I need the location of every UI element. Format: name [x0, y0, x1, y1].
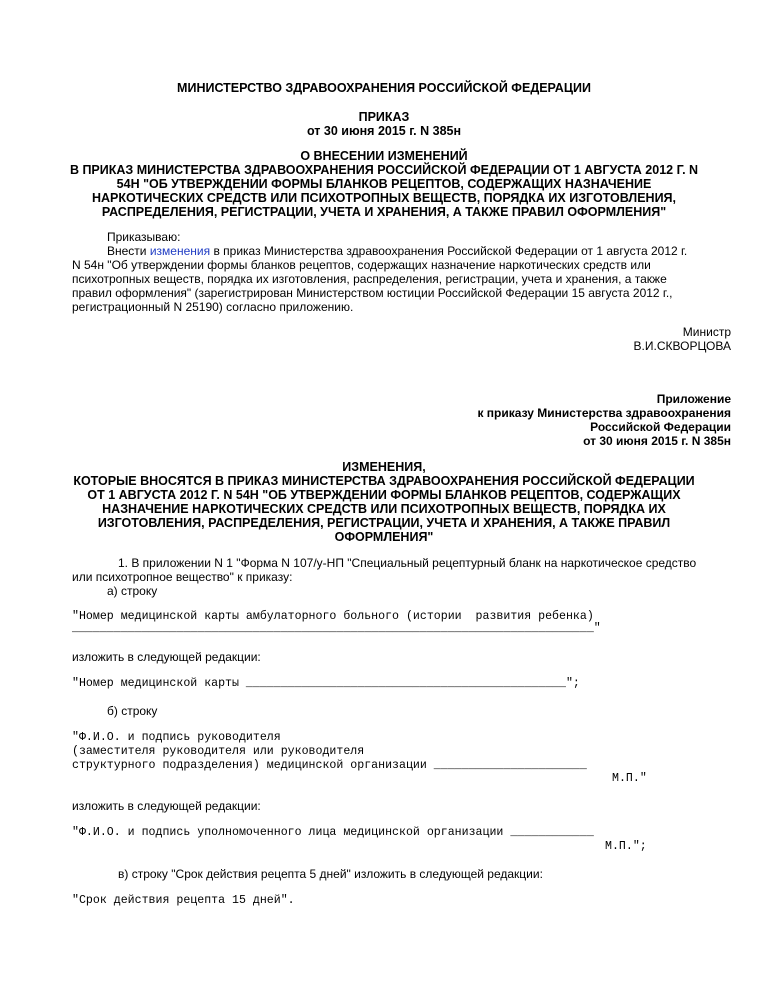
- preamble-line-1-end: в приказ Министерства здравоохранения Российской Федерации от 1 августа 2012 г.: [210, 244, 688, 258]
- appendix-line-1: Приложение: [656, 392, 731, 406]
- mono-b-line-3: структурного подразделения) медицинской организации ______________________: [72, 759, 587, 772]
- state-following-1: изложить в следующей редакции:: [72, 650, 261, 664]
- signature-position: Министр: [682, 325, 731, 339]
- mono-c-new: "Срок действия рецепта 15 дней".: [72, 894, 295, 907]
- changes-title-4: НАЗНАЧЕНИЕ НАРКОТИЧЕСКИХ СРЕДСТВ ИЛИ ПСИХОТРОПНЫХ ВЕЩЕСТВ, ПОРЯДКА ИХ: [102, 502, 666, 516]
- appendix-line-2: к приказу Министерства здравоохранения: [477, 406, 731, 420]
- amendments-link[interactable]: изменения: [149, 244, 211, 258]
- appendix-line-4: от 30 июня 2015 г. N 385н: [583, 434, 731, 448]
- item1-line-2: или психотропное вещество" к приказу:: [72, 570, 293, 584]
- title-line-4: НАРКОТИЧЕСКИХ СРЕДСТВ ИЛИ ПСИХОТРОПНЫХ ВЕЩЕСТВ, ПОРЯДКА ИХ ИЗГОТОВЛЕНИЯ,: [91, 191, 677, 205]
- order-word: ПРИКАЗ: [358, 110, 410, 124]
- mono-b-line-1: "Ф.И.О. и подпись руководителя: [72, 731, 281, 744]
- mono-a-line-2: ___________________________________________________________________________": [72, 622, 601, 635]
- mono-b-line-4: М.П.": [612, 772, 647, 785]
- ministry-heading: МИНИСТЕРСТВО ЗДРАВООХРАНЕНИЯ РОССИЙСКОЙ ФЕДЕРАЦИИ: [177, 81, 591, 95]
- state-following-2: изложить в следующей редакции:: [72, 799, 261, 813]
- preamble-line-3: психотропных веществ, порядка их изготовления, распределения, регистрации, учета и хранения, а также: [72, 272, 667, 286]
- mono-b-new-1: "Ф.И.О. и подпись уполномоченного лица медицинской организации ____________: [72, 826, 594, 839]
- changes-title-5: ИЗГОТОВЛЕНИЯ, РАСПРЕДЕЛЕНИЯ, РЕГИСТРАЦИИ, УЧЕТА И ХРАНЕНИЯ, А ТАКЖЕ ПРАВИЛ: [97, 516, 671, 530]
- preamble-line-5: регистрационный N 25190) согласно приложению.: [72, 300, 354, 314]
- mono-a-line-1: "Номер медицинской карты амбулаторного больного (истории развития ребенка): [72, 610, 594, 623]
- mono-b-line-2: (заместителя руководителя или руководителя: [72, 745, 365, 758]
- preamble-line-4: правил оформления" (зарегистрирован Министерством юстиции Российской Федерации 15 августа 2012 г.,: [72, 286, 673, 300]
- title-line-1: О ВНЕСЕНИИ ИЗМЕНЕНИЙ: [300, 149, 468, 163]
- appendix-line-3: Российской Федерации: [590, 420, 731, 434]
- preamble-line-1-start: Внести: [107, 244, 150, 258]
- sub-a: а) строку: [107, 584, 158, 598]
- order-phrase: Приказываю:: [107, 230, 181, 244]
- sub-c: в) строку "Срок действия рецепта 5 дней" изложить в следующей редакции:: [118, 867, 543, 881]
- preamble-line-1: [107, 244, 687, 259]
- preamble-line-2: N 54н "Об утверждении формы бланков рецептов, содержащих назначение наркотических средств или: [72, 258, 651, 272]
- mono-a-new: "Номер медицинской карты ______________________________________________";: [72, 677, 580, 690]
- item1-line-1: 1. В приложении N 1 "Форма N 107/у-НП "Специальный рецептурный бланк на наркотическое средство: [118, 556, 697, 570]
- title-line-5: РАСПРЕДЕЛЕНИЯ, РЕГИСТРАЦИИ, УЧЕТА И ХРАНЕНИЯ, А ТАКЖЕ ПРАВИЛ ОФОРМЛЕНИЯ": [101, 205, 667, 219]
- changes-title-6: ОФОРМЛЕНИЯ": [334, 530, 434, 544]
- title-line-2: В ПРИКАЗ МИНИСТЕРСТВА ЗДРАВООХРАНЕНИЯ РОССИЙСКОЙ ФЕДЕРАЦИИ ОТ 1 АВГУСТА 2012 Г. N: [69, 163, 699, 177]
- title-line-3: 54Н "ОБ УТВЕРЖДЕНИИ ФОРМЫ БЛАНКОВ РЕЦЕПТОВ, СОДЕРЖАЩИХ НАЗНАЧЕНИЕ: [116, 177, 652, 191]
- signature-name: В.И.СКВОРЦОВА: [633, 339, 731, 353]
- sub-b: б) строку: [107, 704, 158, 718]
- changes-title-2: КОТОРЫЕ ВНОСЯТСЯ В ПРИКАЗ МИНИСТЕРСТВА ЗДРАВООХРАНЕНИЯ РОССИЙСКОЙ ФЕДЕРАЦИИ: [73, 474, 695, 488]
- changes-title-1: ИЗМЕНЕНИЯ,: [342, 460, 426, 474]
- changes-title-3: ОТ 1 АВГУСТА 2012 Г. N 54Н "ОБ УТВЕРЖДЕНИИ ФОРМЫ БЛАНКОВ РЕЦЕПТОВ, СОДЕРЖАЩИХ: [87, 488, 681, 502]
- order-date: от 30 июня 2015 г. N 385н: [306, 124, 462, 138]
- mono-b-new-2: М.П.";: [605, 840, 647, 853]
